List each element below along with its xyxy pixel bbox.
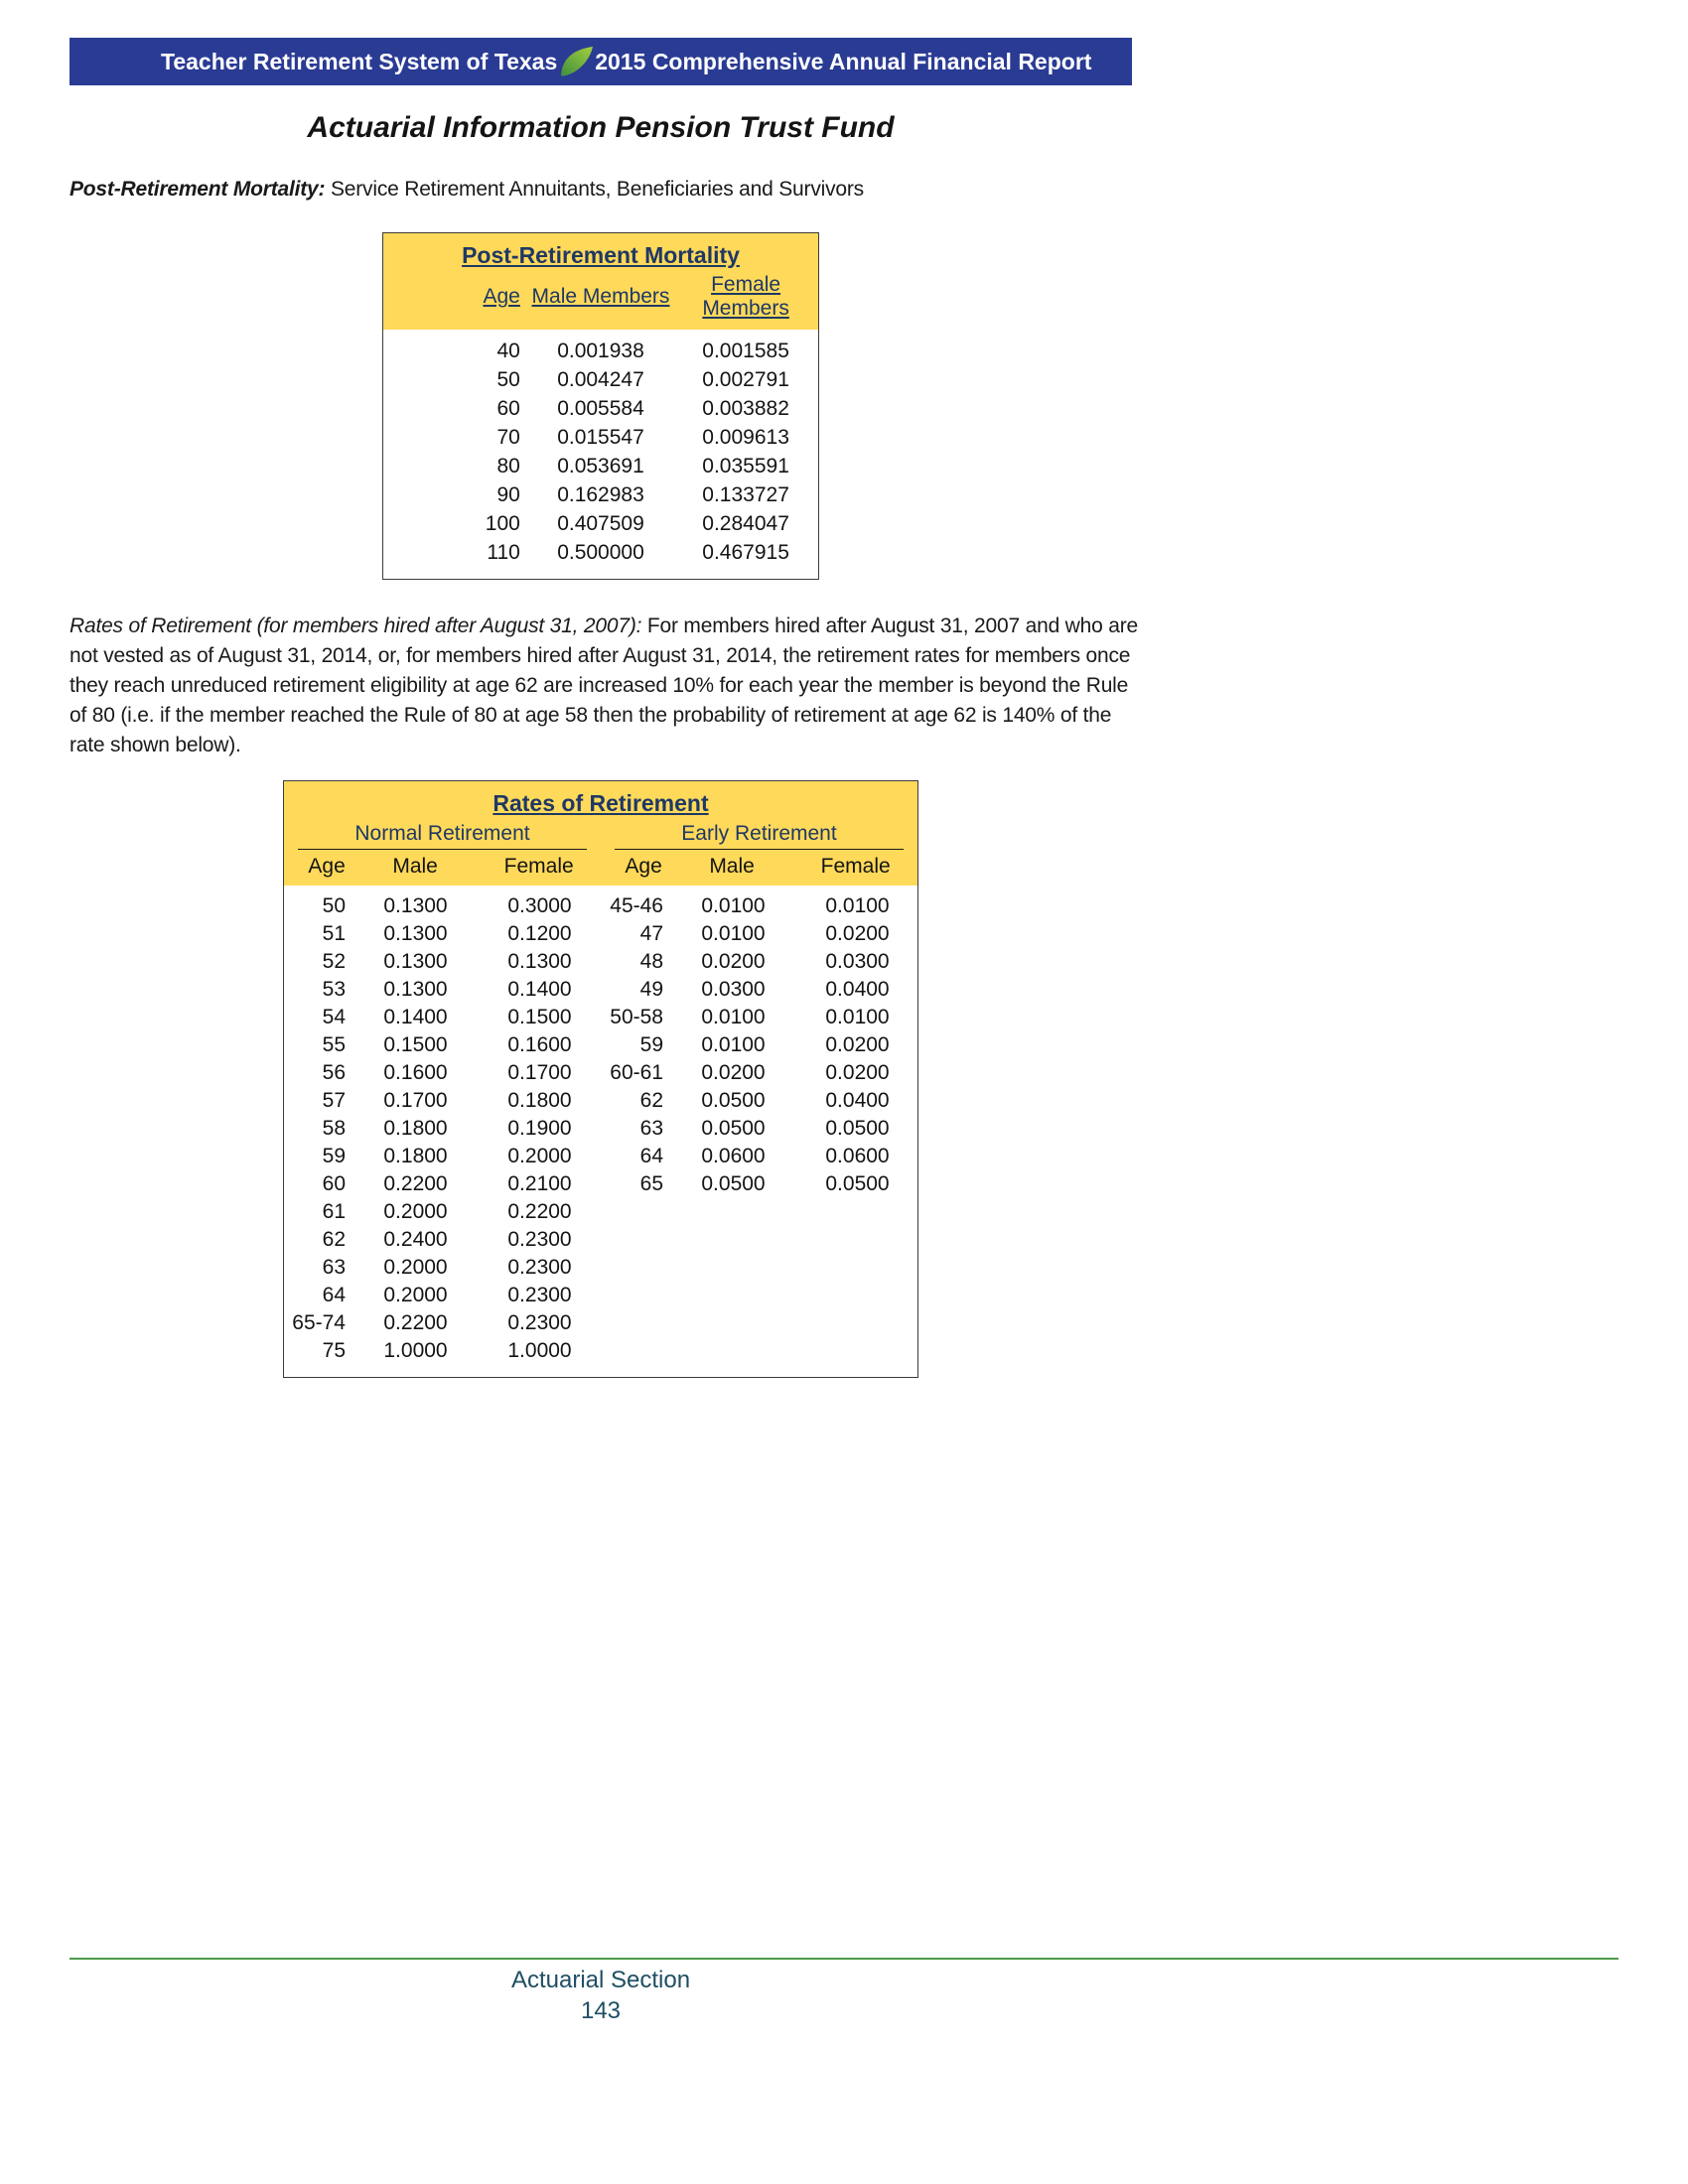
cell-female: 0.0200 — [825, 1033, 890, 1056]
report-name: 2015 Comprehensive Annual Financial Report — [595, 48, 1092, 74]
org-name: Teacher Retirement System of Texas — [161, 48, 558, 74]
table-row — [284, 976, 602, 1004]
table-row — [383, 365, 819, 394]
cell-female: 0.467915 — [702, 541, 789, 564]
cell-age: 65-74 — [292, 1311, 346, 1334]
cell-age: 110 — [487, 541, 520, 564]
cell-age: 59 — [639, 1033, 663, 1056]
cell-male: 0.053691 — [557, 455, 644, 478]
cell-female: 0.1700 — [507, 1061, 572, 1084]
cell-age: 52 — [322, 950, 346, 973]
cell-female: 0.2300 — [507, 1284, 572, 1306]
cell-male: 0.1300 — [383, 894, 448, 917]
cell-male: 0.0500 — [701, 1117, 766, 1140]
leaf-logo-icon — [557, 45, 595, 78]
cell-female: 0.0400 — [825, 978, 890, 1001]
cell-male: 0.0200 — [701, 950, 766, 973]
cell-male: 0.0300 — [701, 978, 766, 1001]
report-header-bar — [70, 38, 1132, 85]
cell-male: 0.1300 — [383, 922, 448, 945]
early-column-age: Age — [625, 855, 662, 878]
cell-female: 0.1600 — [507, 1033, 572, 1056]
early-column-female: Female — [820, 855, 891, 878]
cell-male: 0.1500 — [383, 1033, 448, 1056]
cell-age: 70 — [496, 426, 520, 449]
cell-age: 55 — [322, 1033, 346, 1056]
table-row — [284, 1143, 602, 1170]
early-retirement-label: Early Retirement — [615, 822, 904, 850]
table-row — [284, 1031, 602, 1059]
column-header-age: Age — [483, 285, 520, 308]
cell-female: 0.0100 — [825, 894, 890, 917]
cell-age: 48 — [639, 950, 663, 973]
cell-male: 0.005584 — [557, 397, 644, 420]
cell-female: 0.003882 — [702, 397, 789, 420]
table-row — [602, 1059, 919, 1087]
cell-male: 0.015547 — [557, 426, 644, 449]
cell-male: 0.1300 — [383, 978, 448, 1001]
rates-of-retirement-table — [283, 780, 918, 1378]
cell-male: 0.1400 — [383, 1006, 448, 1028]
table-row — [284, 1254, 602, 1282]
cell-age: 57 — [322, 1089, 346, 1112]
cell-female: 0.001585 — [702, 340, 789, 362]
cell-male: 0.1600 — [383, 1061, 448, 1084]
cell-female: 0.133727 — [702, 483, 789, 506]
table-row — [284, 1170, 602, 1198]
table-row — [602, 976, 919, 1004]
cell-male: 0.2000 — [383, 1256, 448, 1279]
table-row — [284, 1282, 602, 1309]
cell-female: 0.009613 — [702, 426, 789, 449]
cell-male: 0.500000 — [557, 541, 644, 564]
cell-age: 50 — [322, 894, 346, 917]
cell-female: 0.2200 — [507, 1200, 572, 1223]
early-column-male: Male — [709, 855, 755, 878]
rates-table-header — [284, 781, 917, 886]
cell-age: 50-58 — [610, 1006, 663, 1028]
cell-male: 0.162983 — [557, 483, 644, 506]
column-header-male-members: Male Members — [531, 285, 670, 308]
table-row — [284, 1115, 602, 1143]
cell-female: 0.1500 — [507, 1006, 572, 1028]
cell-age: 64 — [639, 1145, 663, 1167]
cell-age: 63 — [322, 1256, 346, 1279]
cell-age: 64 — [322, 1284, 346, 1306]
cell-age: 53 — [322, 978, 346, 1001]
cell-female: 0.2300 — [507, 1256, 572, 1279]
cell-age: 58 — [322, 1117, 346, 1140]
table-row — [284, 886, 602, 920]
table-row — [284, 1059, 602, 1087]
cell-male: 0.0500 — [701, 1089, 766, 1112]
table-row — [602, 1143, 919, 1170]
table-row — [602, 920, 919, 948]
rates-paragraph — [70, 612, 1147, 760]
section-name: Actuarial Section — [510, 1967, 691, 1993]
table-row — [602, 1087, 919, 1115]
table-row — [383, 480, 819, 509]
cell-male: 0.1800 — [383, 1117, 448, 1140]
intro-lead: Post-Retirement Mortality: — [70, 178, 326, 201]
cell-age: 90 — [496, 483, 520, 506]
cell-age: 62 — [639, 1089, 663, 1112]
cell-female: 0.0500 — [825, 1117, 890, 1140]
table-row — [602, 948, 919, 976]
table-row — [602, 1031, 919, 1059]
normal-retirement-label: Normal Retirement — [298, 822, 587, 850]
table-row — [602, 1004, 919, 1031]
cell-female: 0.0200 — [825, 1061, 890, 1084]
cell-age: 60-61 — [610, 1061, 663, 1084]
table-row — [383, 452, 819, 480]
cell-age: 61 — [322, 1200, 346, 1223]
table-row — [284, 1226, 602, 1254]
column-header-female-members: Female Members — [702, 273, 789, 320]
cell-age: 65 — [639, 1172, 663, 1195]
cell-female: 0.1900 — [507, 1117, 572, 1140]
cell-female: 0.1400 — [507, 978, 572, 1001]
table-row — [284, 920, 602, 948]
page-title: Actuarial Information Pension Trust Fund — [307, 111, 895, 144]
cell-age: 75 — [322, 1339, 346, 1362]
cell-female: 0.0300 — [825, 950, 890, 973]
cell-age: 50 — [496, 368, 520, 391]
cell-female: 0.284047 — [702, 512, 789, 535]
cell-male: 0.2200 — [383, 1311, 448, 1334]
cell-age: 80 — [496, 455, 520, 478]
table-row — [383, 538, 819, 580]
rates-text: For members hired after August 31, 2007 and who are not vested as of August 31, 2014, or, for members hired after August 31, 2014, the retirement rates for members once they reach unreduced retirement eligibility at age 62 are increased 10% for each year the member is beyond the Rule of 80 (i.e. if the member reached the Rule of 80 at age 58 then the probability of retirement at age 62 is 140% of the rate shown below). — [70, 614, 1138, 756]
cell-female: 0.2000 — [507, 1145, 572, 1167]
early-retirement-table — [602, 886, 919, 1210]
table-row — [284, 1337, 602, 1377]
cell-age: 47 — [639, 922, 663, 945]
cell-female: 1.0000 — [507, 1339, 572, 1362]
cell-male: 0.2200 — [383, 1172, 448, 1195]
cell-female: 0.002791 — [702, 368, 789, 391]
cell-male: 0.2000 — [383, 1200, 448, 1223]
cell-age: 51 — [322, 922, 346, 945]
table-row — [383, 394, 819, 423]
cell-male: 0.1700 — [383, 1089, 448, 1112]
cell-female: 0.1300 — [507, 950, 572, 973]
cell-age: 63 — [639, 1117, 663, 1140]
cell-female: 0.0500 — [825, 1172, 890, 1195]
normal-column-male: Male — [392, 855, 438, 878]
table-row — [602, 1115, 919, 1143]
table-row — [383, 330, 819, 365]
cell-female: 0.1800 — [507, 1089, 572, 1112]
cell-male: 1.0000 — [383, 1339, 448, 1362]
footer-divider — [70, 1958, 1618, 1960]
cell-male: 0.0600 — [701, 1145, 766, 1167]
cell-age: 45-46 — [610, 894, 663, 917]
cell-female: 0.0600 — [825, 1145, 890, 1167]
table-row — [284, 1309, 602, 1337]
rates-table-title: Rates of Retirement — [492, 790, 709, 816]
cell-female: 0.2100 — [507, 1172, 572, 1195]
cell-age: 60 — [322, 1172, 346, 1195]
mortality-title-row — [383, 233, 819, 274]
table-row — [284, 1004, 602, 1031]
cell-male: 0.2400 — [383, 1228, 448, 1251]
cell-female: 0.3000 — [507, 894, 572, 917]
cell-male: 0.0200 — [701, 1061, 766, 1084]
table-row — [284, 1198, 602, 1226]
cell-male: 0.1300 — [383, 950, 448, 973]
cell-male: 0.0100 — [701, 1033, 766, 1056]
cell-female: 0.035591 — [702, 455, 789, 478]
cell-age: 59 — [322, 1145, 346, 1167]
cell-male: 0.0100 — [701, 894, 766, 917]
cell-male: 0.0100 — [701, 922, 766, 945]
intro-paragraph — [70, 175, 1147, 205]
cell-age: 56 — [322, 1061, 346, 1084]
rates-lead: Rates of Retirement (for members hired after August 31, 2007): — [70, 614, 642, 637]
intro-text: Service Retirement Annuitants, Beneficiaries and Survivors — [325, 178, 864, 201]
cell-female: 0.0100 — [825, 1006, 890, 1028]
cell-male: 0.1800 — [383, 1145, 448, 1167]
table-row — [284, 1087, 602, 1115]
cell-male: 0.0500 — [701, 1172, 766, 1195]
cell-age: 49 — [639, 978, 663, 1001]
post-retirement-mortality-table — [382, 232, 819, 580]
mortality-header-row — [383, 273, 819, 330]
table-row — [383, 423, 819, 452]
page-footer — [70, 1958, 1618, 2026]
page-number: 143 — [580, 1997, 622, 2024]
cell-age: 54 — [322, 1006, 346, 1028]
normal-column-age: Age — [308, 855, 346, 878]
table-row — [602, 886, 919, 920]
mortality-table-title: Post-Retirement Mortality — [462, 242, 740, 268]
cell-age: 62 — [322, 1228, 346, 1251]
table-row — [602, 1170, 919, 1210]
normal-retirement-table — [284, 886, 602, 1377]
normal-column-female: Female — [503, 855, 574, 878]
table-row — [383, 509, 819, 538]
cell-male: 0.001938 — [557, 340, 644, 362]
cell-age: 60 — [496, 397, 520, 420]
cell-male: 0.0100 — [701, 1006, 766, 1028]
cell-male: 0.407509 — [557, 512, 644, 535]
cell-female: 0.0200 — [825, 922, 890, 945]
rates-column-headers — [284, 850, 917, 886]
cell-female: 0.2300 — [507, 1228, 572, 1251]
cell-male: 0.2000 — [383, 1284, 448, 1306]
cell-age: 40 — [496, 340, 520, 362]
table-row — [284, 948, 602, 976]
cell-male: 0.004247 — [557, 368, 644, 391]
cell-female: 0.2300 — [507, 1311, 572, 1334]
cell-female: 0.0400 — [825, 1089, 890, 1112]
cell-age: 100 — [485, 512, 520, 535]
cell-female: 0.1200 — [507, 922, 572, 945]
